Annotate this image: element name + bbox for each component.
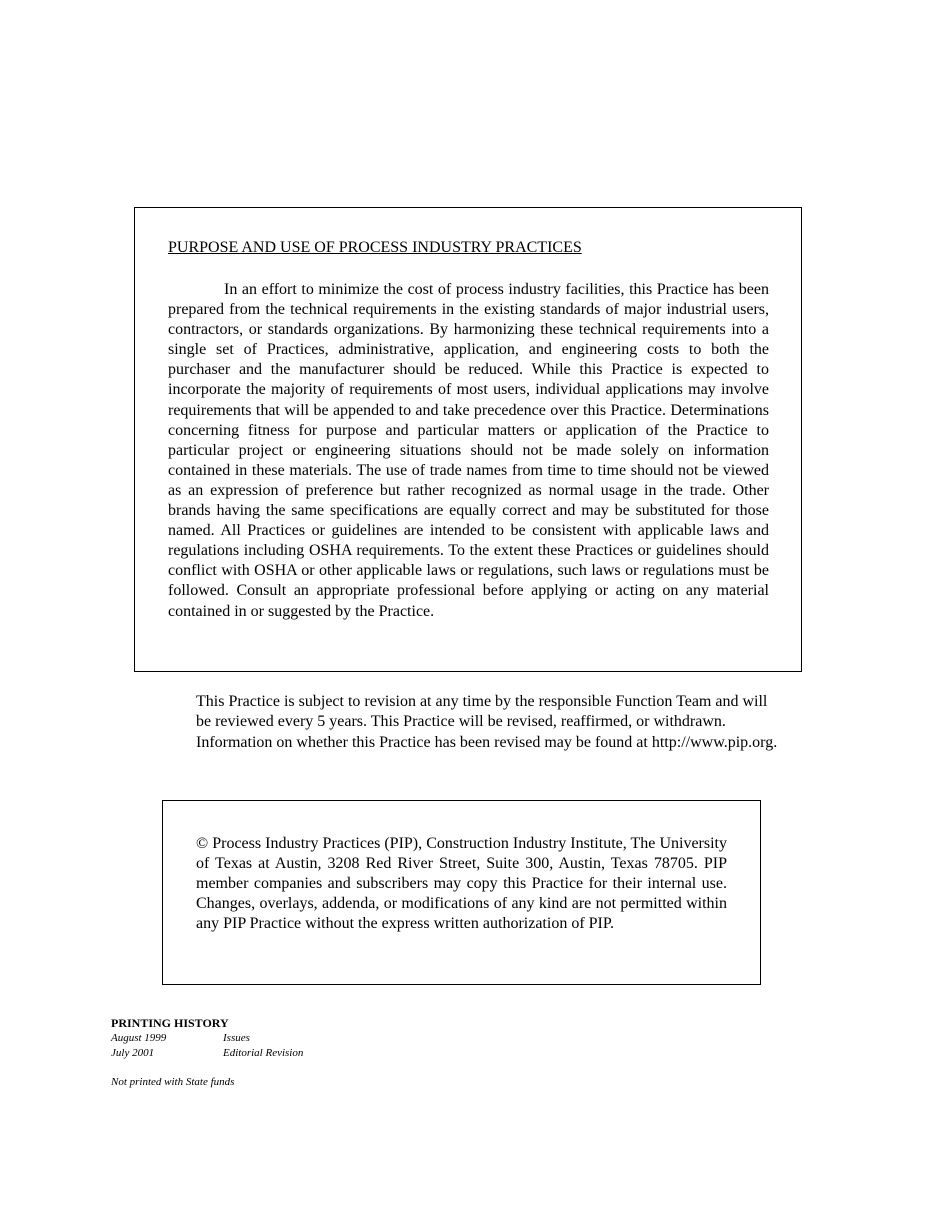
state-funds-note: Not printed with State funds — [111, 1076, 235, 1088]
printing-history-note: Editorial Revision — [223, 1047, 304, 1059]
printing-history-date: August 1999 — [111, 1032, 167, 1044]
printing-history-entry — [111, 1046, 511, 1061]
printing-history — [111, 1016, 511, 1061]
printing-history-note: Issues — [223, 1032, 250, 1044]
printing-history-date: July 2001 — [111, 1047, 155, 1059]
revision-note: This Practice is subject to revision at any time by the responsible Function Team and will be reviewed every 5 years. This Practice will be revised, reaffirmed, or withdrawn. Information on whether this Practice has been revised may be found at http://www.pip.org. — [196, 693, 778, 751]
copyright-box — [162, 800, 761, 985]
purpose-body: In an effort to minimize the cost of process industry facilities, this Practice has been prepared from the technical requirements in the existing standards of major industrial users, contractors, or standards organizations. By harmonizing these technical requirements into a single set of Practices, administrative, application, and engineering costs to both the purchaser and the manufacturer should be reduced. While this Practice is expected to incorporate the majority of requirements of most users, individual applications may involve requirements that will be appended to and take precedence over this Practice. Determinations concerning fitness for purpose and particular matters or application of the Practice to particular project or engineering situations should not be made solely on information contained in these materials. The use of trade names from time to time should not be viewed as an expression of preference but rather recognized as normal usage in the trade. Other brands having the same specifications are equally correct and may be substituted for those named. All Practices or guidelines are intended to be consistent with applicable laws and regulations including OSHA requirements. To the extent these Practices or guidelines should conflict with OSHA or other applicable laws or regulations, such laws or regulations must be followed. Consult an appropriate professional before applying or acting on any material contained in or suggested by the Practice. — [168, 281, 769, 620]
copyright-text: © Process Industry Practices (PIP), Construction Industry Institute, The University of Texas at Austin, 3208 Red River Street, Suite 300, Austin, Texas 78705. PIP member companies and subscribers may copy this Practice for their internal use. Changes, overlays, addenda, or modifications of any kind are not permitted within any PIP Practice without the express written authorization of PIP. — [196, 835, 727, 933]
purpose-box — [134, 207, 802, 672]
purpose-title: PURPOSE AND USE OF PROCESS INDUSTRY PRACTICES — [168, 239, 582, 256]
printing-history-title: PRINTING HISTORY — [111, 1016, 229, 1030]
printing-history-entry — [111, 1031, 511, 1046]
